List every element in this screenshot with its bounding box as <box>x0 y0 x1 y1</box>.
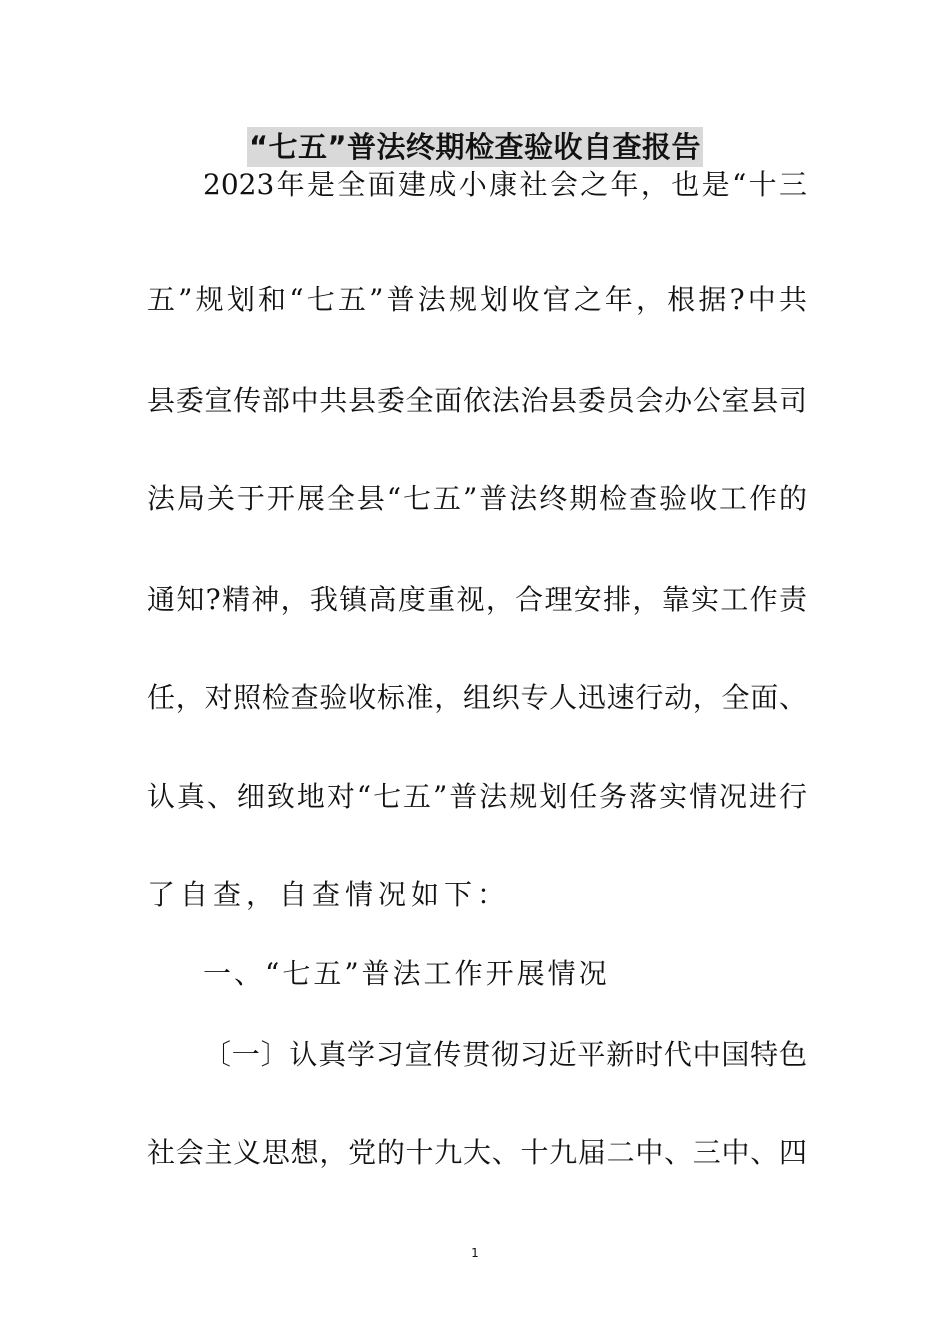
paragraph-line: 社会主义思想，党的十九大、十九届二中、三中、四 <box>147 1136 807 1169</box>
page-number: 1 <box>471 1246 479 1260</box>
paragraph-line: 认真、细致地对“七五”普法规划任务落实情况进行 <box>147 780 807 813</box>
title-container <box>0 127 950 167</box>
paragraph-line: 2023年是全面建成小康社会之年，也是“十三 <box>203 168 807 201</box>
paragraph-line: 法局关于开展全县“七五”普法终期检查验收工作的 <box>147 482 807 515</box>
paragraph-line: 〔一〕认真学习宣传贯彻习近平新时代中国特色 <box>203 1038 807 1071</box>
paragraph-line: 通知?精神，我镇高度重视，合理安排，靠实工作责 <box>147 583 807 616</box>
paragraph-line: 县委宣传部中共县委全面依法治县委员会办公室县司 <box>147 384 807 417</box>
section-heading: 一、“七五”普法工作开展情况 <box>203 957 610 990</box>
paragraph-line: 任，对照检查验收标准，组织专人迅速行动，全面、 <box>147 681 807 714</box>
paragraph-line: 五”规划和“七五”普法规划收官之年，根据?中共 <box>147 283 807 316</box>
paragraph-line: 了自查，自查情况如下： <box>147 878 511 911</box>
document-title: “七五”普法终期检查验收自查报告 <box>247 127 703 167</box>
